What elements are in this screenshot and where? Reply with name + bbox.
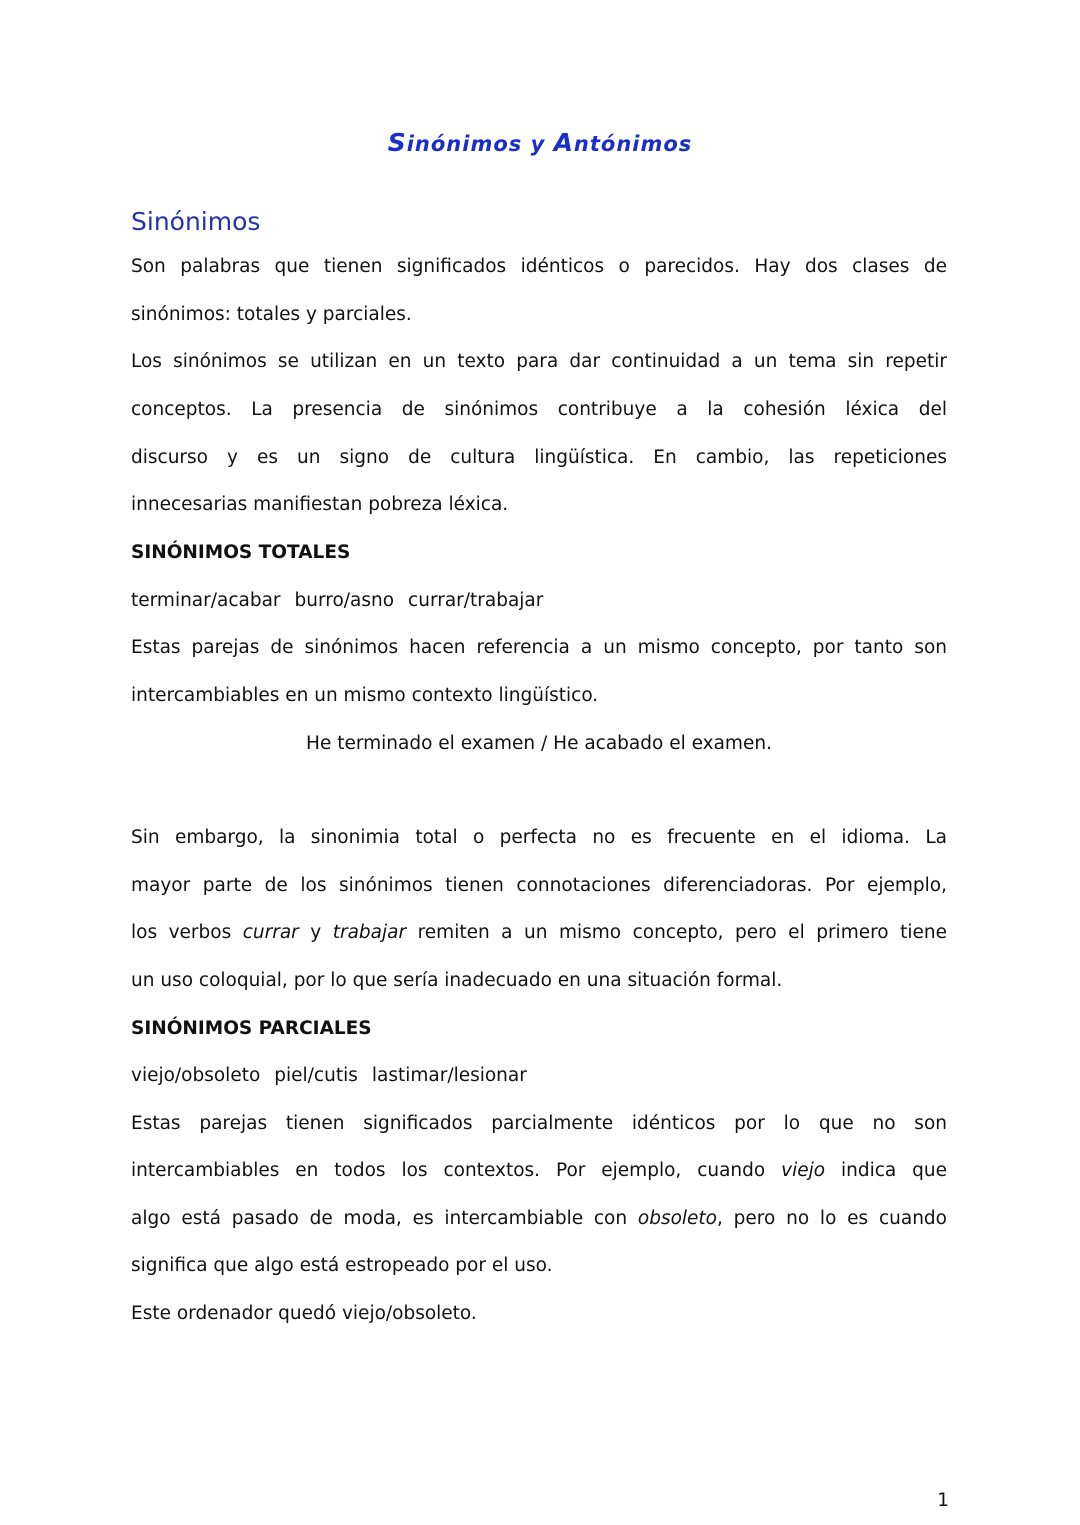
paragraph-line: Estas parejas de sinónimos hacen referencia a un mismo concepto, por tanto son [131,637,947,658]
paragraph-line [131,921,947,945]
paragraph-line: Los sinónimos se utilizan en un texto para dar continuidad a un tema sin repetir [131,351,947,372]
synonym-pair: burro/asno [294,590,395,611]
paragraph-line [131,1207,947,1231]
title-initial: A [553,128,574,157]
italic-term: viejo [781,1160,826,1181]
paragraph-line: sinónimos: totales y parciales. [131,304,412,325]
page-number: 1 [937,1490,949,1511]
italic-term: trabajar [332,922,407,943]
synonym-pairs-parciales [131,1064,947,1088]
paragraph-line: intercambiables en un mismo contexto lingüístico. [131,685,599,706]
paragraph-line: conceptos. La presencia de sinónimos contribuye a la cohesión léxica del [131,399,947,420]
synonym-pairs-totales [131,589,947,613]
synonym-pair: lastimar/lesionar [371,1065,527,1086]
title-text: inónimos y [406,132,554,156]
text-run: , pero no lo es cuando [717,1208,947,1229]
synonym-pair: piel/cutis [274,1065,358,1086]
subheading-parciales: SINÓNIMOS PARCIALES [131,1018,372,1039]
text-run: remiten a un mismo concepto, pero el primero tiene [406,922,947,943]
synonym-pair: terminar/acabar [131,590,281,611]
paragraph-line: un uso coloquial, por lo que sería inadecuado en una situación formal. [131,970,783,991]
text-run: algo está pasado de moda, es intercambiable con [131,1208,638,1229]
synonym-pair: viejo/obsoleto [131,1065,261,1086]
title-initial: S [387,128,407,157]
paragraph-line: innecesarias manifiestan pobreza léxica. [131,494,509,515]
paragraph-line: Son palabras que tienen significados idénticos o parecidos. Hay dos clases de [131,256,947,277]
paragraph-line: discurso y es un signo de cultura lingüística. En cambio, las repeticiones [131,447,947,468]
subheading-totales: SINÓNIMOS TOTALES [131,542,351,563]
title-text: ntónimos [573,132,693,156]
text-run: intercambiables en todos los contextos. Por ejemplo, cuando [131,1160,782,1181]
paragraph-line: Sin embargo, la sinonimia total o perfecta no es frecuente en el idioma. La [131,827,947,848]
section-heading: Sinónimos [131,207,261,236]
synonym-pair: currar/trabajar [408,590,544,611]
italic-term: currar [242,922,299,943]
example-sentence: He terminado el examen / He acabado el examen. [306,733,772,754]
text-run: los verbos [131,922,243,943]
paragraph-line [131,1159,947,1183]
paragraph-line: mayor parte de los sinónimos tienen connotaciones diferenciadoras. Por ejemplo, [131,875,947,896]
text-run: y [298,922,333,943]
document-title [0,128,1080,157]
paragraph-line: significa que algo está estropeado por el uso. [131,1255,553,1276]
example-sentence: Este ordenador quedó viejo/obsoleto. [131,1303,477,1324]
text-run: indica que [825,1160,947,1181]
paragraph-line: Estas parejas tienen significados parcialmente idénticos por lo que no son [131,1113,947,1134]
italic-term: obsoleto [637,1208,718,1229]
